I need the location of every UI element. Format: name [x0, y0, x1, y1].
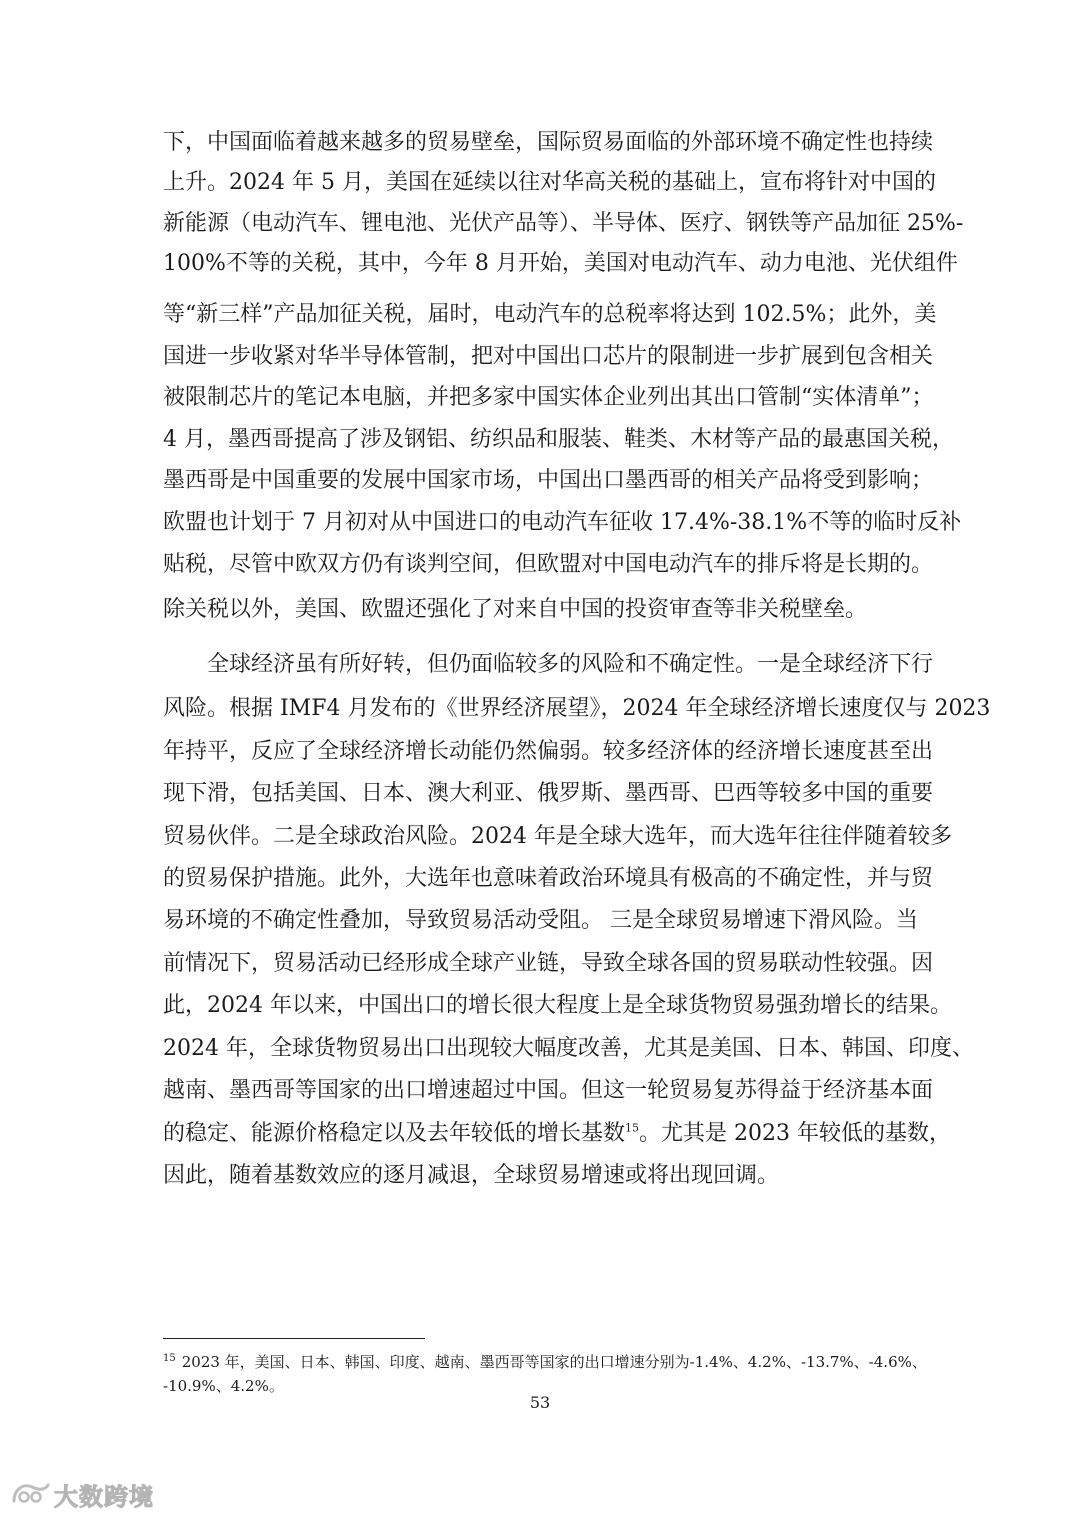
text-line: 等“新三样”产品加征关税，届时，电动汽车的总税率将达到 102.5%；此外，美	[163, 302, 937, 327]
footnote-mark: 15	[163, 1353, 176, 1364]
footnote-text: 2023 年，美国、日本、韩国、印度、越南、墨西哥等国家的出口增速分别为-1.4%、4.2%、-13.7%、-4.6%、	[181, 1353, 927, 1371]
footnote-line: -10.9%、4.2%。	[163, 1377, 284, 1395]
text-span: 的稳定、能源价格稳定以及去年较低的增长基数	[163, 1121, 626, 1146]
text-line: 年持平，反应了全球经济增长动能仍然偏弱。较多经济体的经济增长速度甚至出	[163, 739, 934, 764]
text-line: 前情况下，贸易活动已经形成全球产业链，导致全球各国的贸易联动性较强。因	[163, 951, 934, 976]
text-line: 100%不等的关税，其中，今年 8 月开始，美国对电动汽车、动力电池、光伏组件	[163, 251, 958, 276]
text-line: 全球经济虽有所好转，但仍面临较多的风险和不确定性。一是全球经济下行	[207, 652, 934, 677]
text-line: 贸易伙伴。二是全球政治风险。2024 年是全球大选年，而大选年往往伴随着较多	[163, 824, 952, 849]
text-line: 除关税以外，美国、欧盟还强化了对来自中国的投资审查等非关税壁垒。	[163, 597, 868, 622]
text-line: 下，中国面临着越来越多的贸易壁垒，国际贸易面临的外部环境不确定性也持续	[163, 130, 934, 155]
text-line: 越南、墨西哥等国家的出口增速超过中国。但这一轮贸易复苏得益于经济基本面	[163, 1078, 934, 1103]
footnote-divider	[163, 1338, 425, 1339]
text-line: 的贸易保护措施。此外，大选年也意味着政治环境具有极高的不确定性，并与贸	[163, 866, 934, 891]
text-line: 4 月，墨西哥提高了涉及钢铝、纺织品和服装、鞋类、木材等产品的最惠国关税，	[163, 427, 954, 452]
text-line: 易环境的不确定性叠加，导致贸易活动受阻。 三是全球贸易增速下滑风险。当	[163, 908, 918, 933]
text-line: 此，2024 年以来，中国出口的增长很大程度上是全球货物贸易强劲增长的结果。	[163, 993, 952, 1018]
page-number: 53	[529, 1393, 551, 1412]
text-line: 国进一步收紧对华半导体管制，把对中国出口芯片的限制进一步扩展到包含相关	[163, 344, 934, 369]
logo-icon	[10, 1479, 50, 1509]
text-line: 新能源（电动汽车、锂电池、光伏产品等）、半导体、医疗、钢铁等产品加征 25%-	[163, 211, 964, 236]
text-line: 风险。根据 IMF4 月发布的《世界经济展望》，2024 年全球经济增长速度仅与 2023	[163, 696, 991, 721]
text-line: 2024 年，全球货物贸易出口出现较大幅度改善，尤其是美国、日本、韩国、印度、	[163, 1036, 974, 1061]
text-line: 贴税，尽管中欧双方仍有谈判空间，但欧盟对中国电动汽车的排斥将是长期的。	[163, 552, 934, 577]
text-line: 欧盟也计划于 7 月初对从中国进口的电动汽车征收 17.4%-38.1%不等的临时反补	[163, 510, 962, 535]
text-line	[163, 1114, 951, 1154]
footnote-line	[163, 1350, 927, 1374]
watermark	[10, 1474, 154, 1514]
text-line: 现下滑，包括美国、日本、澳大利亚、俄罗斯、墨西哥、巴西等较多中国的重要	[163, 781, 934, 806]
text-span: 。尤其是 2023 年较低的基数，	[639, 1121, 951, 1146]
text-line: 因此，随着基数效应的逐月减退，全球贸易增速或将出现回调。	[163, 1163, 780, 1188]
text-line: 被限制芯片的笔记本电脑，并把多家中国实体企业列出其出口管制“实体清单”；	[163, 385, 934, 410]
text-line: 上升。2024 年 5 月，美国在延续以往对华高关税的基础上，宣布将针对中国的	[163, 170, 936, 195]
footnote-reference[interactable]: 15	[625, 1121, 640, 1135]
text-line: 墨西哥是中国重要的发展中国家市场，中国出口墨西哥的相关产品将受到影响；	[163, 468, 934, 493]
watermark-text: 大数跨境	[54, 1482, 154, 1511]
